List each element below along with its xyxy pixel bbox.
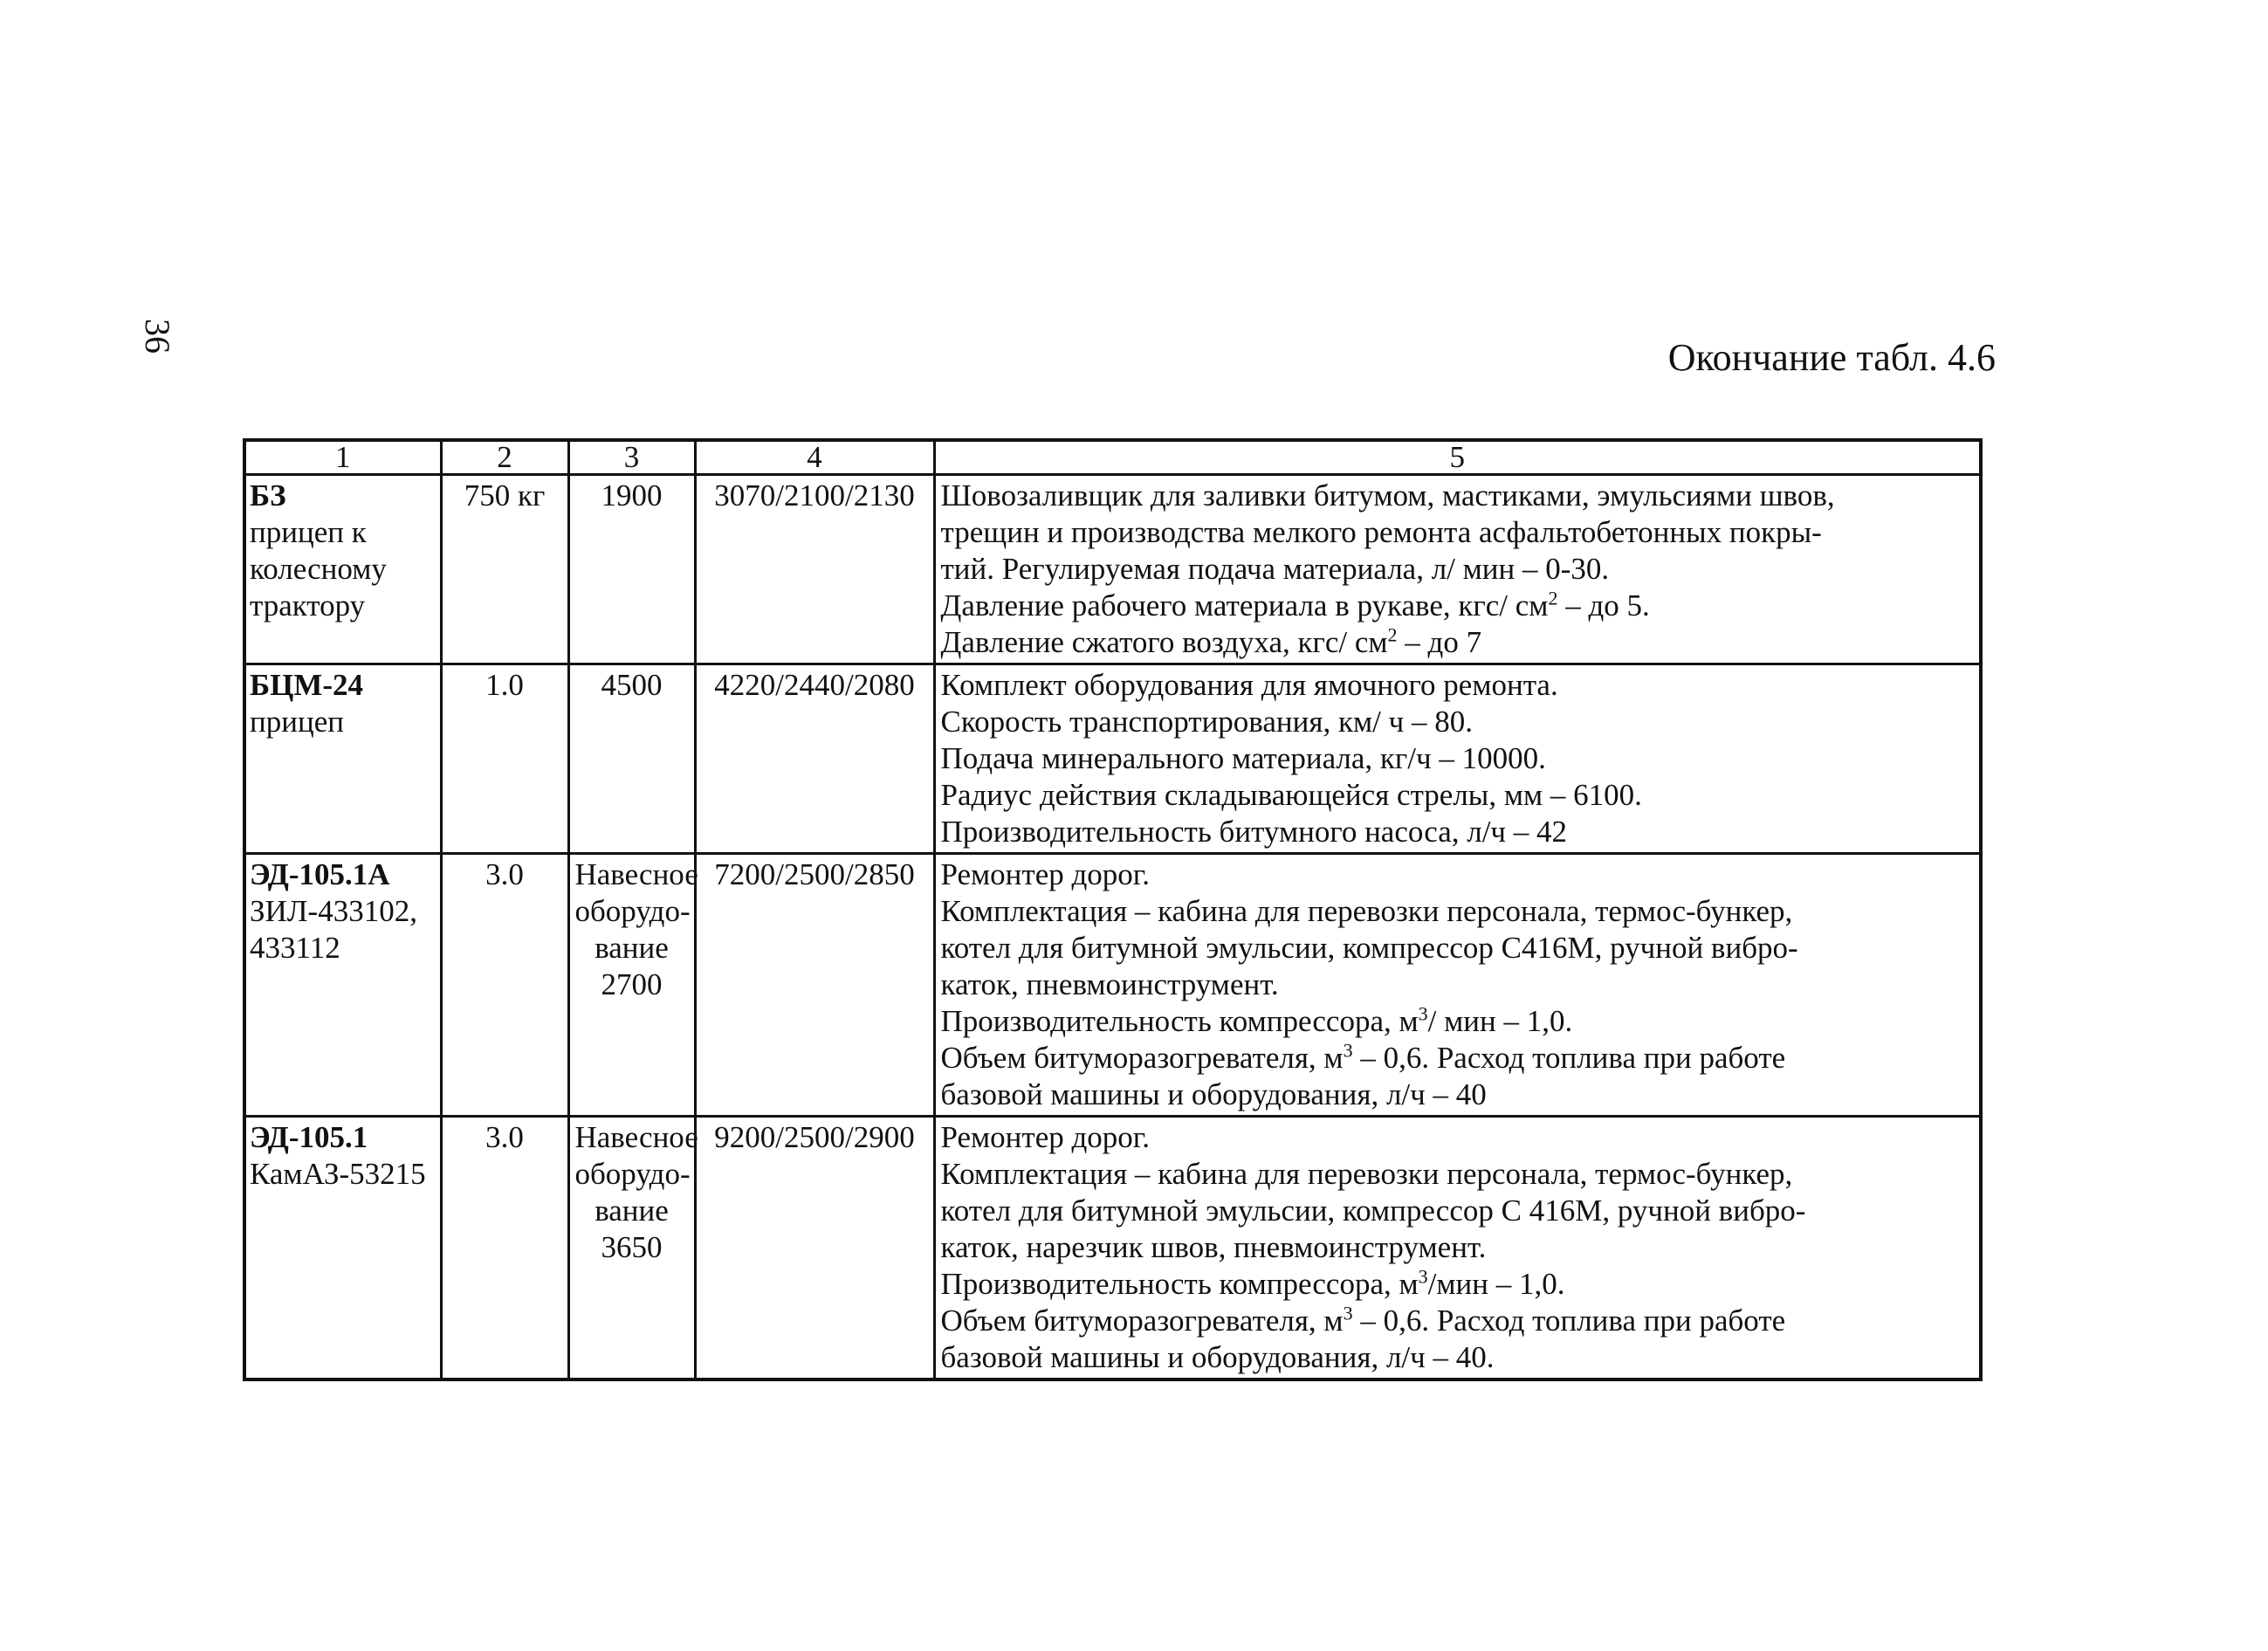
description-cell (934, 475, 1981, 664)
description-line: трещин и производства мелкого ремонта асфальтобетонных покры- (940, 515, 1822, 549)
table-caption: Окончание табл. 4.6 (1667, 336, 1996, 379)
description-line (941, 1003, 1973, 1040)
description-text: Производительность компрессора, м (940, 1004, 1419, 1038)
description-line (941, 624, 1973, 661)
dimensions-cell: 9200/2500/2900 (695, 1117, 934, 1380)
superscript: 3 (1343, 1039, 1353, 1062)
mass-line: вание (594, 1194, 669, 1228)
description-line: котел для битумной эмульсии, компрессор С416М, ручной вибро- (940, 931, 1798, 965)
description-text: – 0,6. Расход топлива при работе (1352, 1304, 1786, 1338)
header-row (244, 440, 1981, 475)
description-line: Ремонтер дорог. (940, 857, 1150, 891)
mass-cell (568, 475, 695, 664)
page-number: 36 (138, 319, 177, 354)
description-line: базовой машины и оборудования, л/ч – 40 (940, 1077, 1487, 1111)
model-cell (244, 664, 441, 854)
model-subtitle: колесному (250, 552, 387, 586)
description-text: – до 7 (1397, 625, 1482, 659)
description-line (941, 1266, 1973, 1303)
description-cell (934, 664, 1981, 854)
mass-cell (568, 854, 698, 1117)
description-line: тий. Регулируемая подача материала, л/ мин – 0-30. (940, 552, 1610, 586)
description-line: каток, пневмоинструмент. (940, 967, 1279, 1001)
header-col-1: 1 (244, 440, 441, 475)
model-name: ЭД-105.1А (250, 857, 390, 891)
description-line: Шовозаливщик для заливки битумом, мастиками, эмульсиями швов, (940, 478, 1835, 512)
capacity-cell: 750 кг (441, 475, 568, 664)
description-line (941, 1040, 1973, 1077)
description-line (941, 1303, 1973, 1339)
model-subtitle: прицеп (250, 705, 344, 739)
superscript: 3 (1418, 1002, 1428, 1025)
description-line: Ремонтер дорог. (940, 1120, 1150, 1154)
description-cell (934, 1117, 1981, 1380)
description-text: Давление рабочего материала в рукаве, кгс/ см (940, 588, 1549, 623)
model-cell (244, 854, 441, 1117)
description-line: Комплектация – кабина для перевозки персонала, термос-бункер, (940, 894, 1793, 928)
model-name: ЭД-105.1 (250, 1120, 368, 1154)
mass-line: 4500 (601, 668, 663, 702)
dimensions-cell: 3070/2100/2130 (695, 475, 934, 664)
description-line: котел для битумной эмульсии, компрессор С 416М, ручной вибро- (940, 1194, 1806, 1228)
model-subtitle: ЗИЛ-433102, (250, 894, 417, 928)
description-text: Производительность компрессора, м (940, 1267, 1419, 1301)
mass-line: вание (594, 931, 669, 965)
model-subtitle: КамАЗ-53215 (250, 1157, 426, 1191)
description-text: /мин – 1,0. (1427, 1267, 1565, 1301)
capacity-cell: 3.0 (441, 1117, 568, 1380)
equipment-table (243, 438, 1983, 1381)
model-name: БЗ (250, 478, 286, 512)
mass-line: 1900 (601, 478, 663, 512)
description-cell (934, 854, 1981, 1117)
mass-line: 3650 (601, 1230, 663, 1264)
superscript: 2 (1387, 623, 1398, 646)
superscript: 3 (1418, 1265, 1428, 1288)
mass-line: Навесное (574, 857, 698, 891)
mass-line: 2700 (601, 967, 663, 1001)
table-row (244, 1117, 1981, 1380)
description-line: Комплектация – кабина для перевозки персонала, термос-бункер, (940, 1157, 1793, 1191)
mass-line: Навесное (574, 1120, 698, 1154)
mass-line: оборудо- (574, 1157, 691, 1191)
description-line: Комплект оборудования для ямочного ремонта. (940, 668, 1558, 702)
model-subtitle: 433112 (250, 931, 340, 965)
table-row (244, 664, 1981, 854)
mass-cell (568, 664, 695, 854)
model-cell (244, 1117, 441, 1380)
description-text: / мин – 1,0. (1427, 1004, 1573, 1038)
model-subtitle: прицеп к (250, 515, 367, 549)
superscript: 2 (1548, 587, 1558, 609)
description-line (941, 588, 1973, 624)
header-col-4: 4 (695, 440, 934, 475)
model-cell (244, 475, 441, 664)
description-line: каток, нарезчик швов, пневмоинструмент. (940, 1230, 1487, 1264)
description-line: Скорость транспортирования, км/ ч – 80. (940, 705, 1473, 739)
table-row (244, 854, 1981, 1117)
description-text: Давление сжатого воздуха, кгс/ см (940, 625, 1388, 659)
model-name: БЦМ-24 (250, 668, 364, 702)
header-col-5: 5 (934, 440, 1981, 475)
mass-line: оборудо- (574, 894, 691, 928)
description-text: Объем битуморазогревателя, м (940, 1304, 1344, 1338)
header-col-3: 3 (568, 440, 695, 475)
model-subtitle: трактору (250, 588, 366, 623)
description-line: базовой машины и оборудования, л/ч – 40. (940, 1340, 1495, 1374)
superscript: 3 (1343, 1302, 1353, 1324)
description-text: Объем битуморазогревателя, м (940, 1041, 1344, 1075)
description-text: – 0,6. Расход топлива при работе (1352, 1041, 1786, 1075)
dimensions-cell: 4220/2440/2080 (695, 664, 934, 854)
dimensions-cell: 7200/2500/2850 (695, 854, 934, 1117)
capacity-cell: 1.0 (441, 664, 568, 854)
mass-cell (568, 1117, 698, 1380)
description-text: – до 5. (1557, 588, 1650, 623)
description-line: Производительность битумного насоса, л/ч – 42 (940, 815, 1568, 849)
capacity-cell: 3.0 (441, 854, 568, 1117)
description-line: Подача минерального материала, кг/ч – 10000. (940, 741, 1546, 775)
header-col-2: 2 (441, 440, 568, 475)
table-row (244, 475, 1981, 664)
description-line: Радиус действия складывающейся стрелы, мм – 6100. (940, 778, 1642, 812)
